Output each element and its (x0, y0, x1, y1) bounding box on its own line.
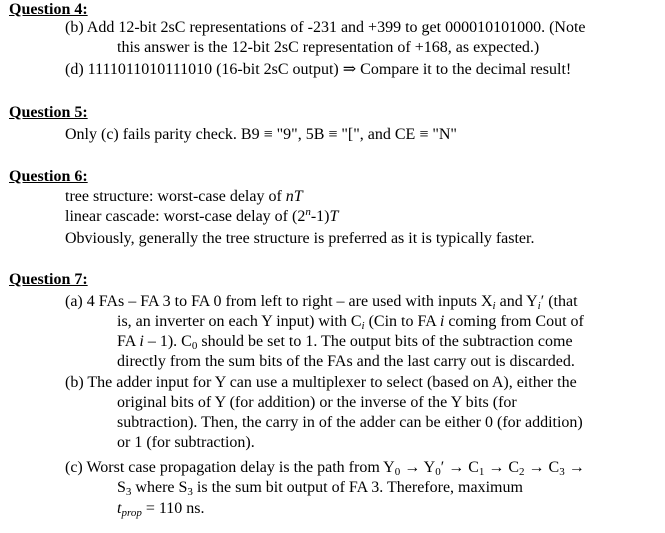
q7-c-l2-text-1: S (117, 479, 126, 496)
q7-c-line-3 (117, 500, 204, 518)
q7-a-l1-sub-1: i (492, 300, 496, 312)
q6-conclusion: Obviously, generally the tree structure is preferred as it is typically faster. (65, 230, 535, 247)
q7-c-l1-sub-4: 2 (519, 466, 525, 478)
q7-c-l3-var: t (117, 500, 122, 517)
q7-a-l3-sub: 0 (191, 340, 198, 352)
q7-c-l1-text-3: ′ → C (440, 459, 479, 476)
q7-c-l1-sub-2: 0 (435, 466, 441, 478)
q6-linear-line (65, 208, 338, 226)
q7-a-l1-text-2: and Y (495, 293, 538, 310)
q7-c-l1-text-5: → C (524, 459, 560, 476)
q7-c-l2-sub-1: 3 (125, 486, 132, 498)
q6-tree-line (65, 188, 303, 206)
q6-linear-var: T (329, 208, 339, 225)
q7-b-line-4: or 1 (for subtraction). (117, 434, 255, 451)
q6-linear-mid: -1) (310, 208, 330, 225)
q4-d-line-1: (d) 1111011010111010 (16-bit 2sC output) ⇒ Compare it to the decimal result! (65, 61, 572, 78)
q7-a-l2-sub: i (361, 320, 365, 332)
q4-b-line-1: (b) Add 12-bit 2sC representations of -231 and +399 to get 000010101000. (Note (65, 19, 586, 36)
q7-b-line-3: subtraction). Then, the carry in of the adder can be either 0 (for addition) (117, 414, 583, 431)
q7-a-l1-sub-2: i (537, 300, 541, 312)
q7-a-l2-text-2: (Cin to FA (364, 313, 440, 330)
q7-b-line-2: original bits of Y (for addition) or the inverse of the Y bits (for (117, 394, 517, 411)
q7-a-l3-var: i (139, 333, 144, 350)
q7-c-l1-sub-3: 1 (478, 466, 485, 478)
q7-a-l1-text-3: ′ (that (540, 293, 578, 310)
q7-a-l1-text-1: (a) 4 FAs – FA 3 to FA 0 from left to right – are used with inputs X (65, 293, 493, 310)
q7-c-l2-text-3: is the sum bit output of FA 3. Therefore, maximum (192, 479, 523, 496)
q6-tree-var: nT (285, 188, 303, 205)
q6-tree-text: tree structure: worst-case delay of (65, 188, 286, 205)
q7-a-l2-text-3: coming from Cout of (444, 313, 584, 330)
q7-a-l2-text-1: is, an inverter on each Y input) with C (117, 313, 362, 330)
q6-linear-sup: n (305, 206, 311, 218)
q7-c-l1-sub-5: 3 (559, 466, 565, 478)
q7-b-line-1: (b) The adder input for Y can use a multiplexer to select (based on A), either the (65, 374, 577, 391)
q5-line-1: Only (c) fails parity check. B9 ≡ "9", 5B ≡ "[", and CE ≡ "N" (65, 126, 457, 143)
question-6-title: Question 6: (9, 168, 88, 185)
q7-a-line-1 (65, 293, 578, 311)
q7-c-l1-sub-1: 0 (394, 466, 401, 478)
q7-a-l3-text-2: – 1). C (143, 333, 192, 350)
q7-c-l1-text-2: → Y (400, 459, 436, 476)
q7-c-line-2 (117, 479, 523, 497)
q7-c-l2-sub-2: 3 (187, 486, 193, 498)
question-7-title: Question 7: (9, 271, 88, 288)
q7-a-l2-var: i (439, 313, 445, 330)
question-5-title: Question 5: (9, 104, 88, 121)
q7-c-l2-text-2: where S (131, 479, 188, 496)
q6-linear-text: linear cascade: worst-case delay of (2 (65, 208, 306, 225)
q7-c-l1-text-6: → (564, 459, 585, 476)
q7-c-l3-sub: prop (121, 507, 142, 519)
q4-b-line-2: this answer is the 12-bit 2sC representation of +168, as expected.) (117, 39, 540, 56)
q7-c-l1-text-4: → C (484, 459, 520, 476)
q7-a-line-2 (117, 313, 584, 331)
q7-a-line-4: directly from the sum bits of the FAs and the last carry out is discarded. (117, 353, 575, 370)
question-4-title: Question 4: (9, 1, 88, 18)
q7-a-l3-text-1: FA (117, 333, 140, 350)
q7-c-l3-text: = 110 ns. (141, 500, 205, 517)
q7-c-l1-text-1: (c) Worst case propagation delay is the path from Y (65, 459, 395, 476)
q7-c-line-1 (65, 459, 585, 477)
q7-a-l3-text-3: should be set to 1. The output bits of the subtraction come (197, 333, 573, 350)
q7-a-line-3 (117, 333, 573, 351)
